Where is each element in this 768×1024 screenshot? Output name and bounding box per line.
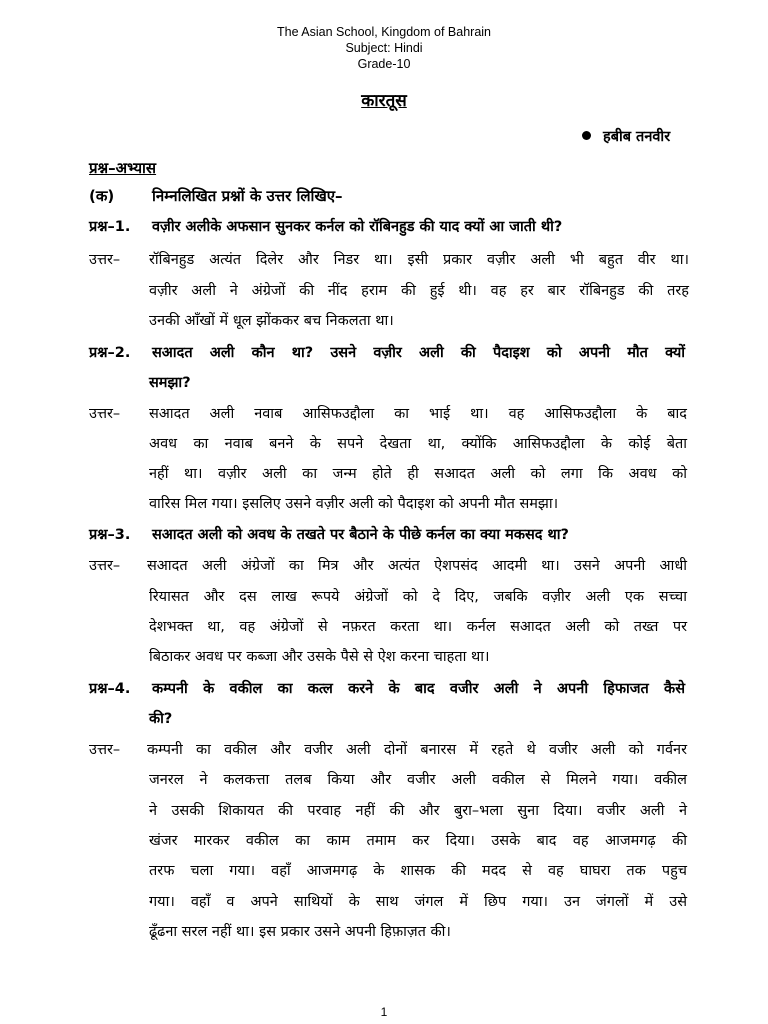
answer-label: उत्तर– (89, 742, 121, 758)
question-label: प्रश्न–2. (89, 345, 131, 361)
answer-line: वारिस मिल गया। इसलिए उसने वज़ीर अली को पैदाइश को अपनी मौत समझा। (149, 496, 559, 512)
question-text: कम्पनी के वकील का कत्ल करने के बाद वजीर अली ने अपनी हिफाजत कैसे (152, 681, 685, 697)
answer-line: कम्पनी का वकील और वजीर अली दोनों बनारस में रहते थे वजीर अली को गर्वनर (147, 742, 687, 758)
chapter-title: कारतूस (361, 91, 407, 111)
answer-line: तरफ चला गया। वहाँ आजमगढ़ के शासक की मदद से वह घाघरा तक पहुच (149, 863, 687, 879)
author-name: हबीब तनवीर (603, 129, 671, 145)
answer-line: देशभक्त था, वह अंग्रेजों से नफ़रत करता था। कर्नल सआदत अली को तख्त पर (149, 619, 687, 635)
answer-label: उत्तर– (89, 558, 121, 574)
answer-line: ढूँढना सरल नहीं था। इस प्रकार उसने अपनी हिफ़ाज़त की। (149, 924, 451, 940)
answer-line: गया। वहाँ व अपने साथियों के साथ जंगल में छिप गया। उन जंगलों में उसे (149, 894, 687, 910)
answer-line: वज़ीर अली ने अंग्रेजों की नींद हराम की हुई थी। वह हर बार रॉबिनहुड की तरह (149, 283, 689, 299)
answer-line: ने उसकी शिकायत की परवाह नहीं की और बुरा–भला सुना दिया। वजीर अली ने (149, 803, 687, 819)
section-heading: प्रश्न–अभ्यास (89, 159, 157, 177)
answer-line: रॉबिनहुड अत्यंत दिलेर और निडर था। इसी प्रकार वज़ीर अली भी बहुत वीर था। (149, 252, 689, 268)
question-text: की? (149, 711, 173, 727)
answer-line: नहीं था। वज़ीर अली का जन्म होते ही सआदत अली को लगा कि अवध को (149, 466, 687, 482)
answer-label: उत्तर– (89, 406, 121, 422)
question-label: प्रश्न–4. (89, 681, 131, 697)
subject-line: Subject: Hindi (345, 41, 423, 55)
question-text: सआदत अली को अवध के तखते पर बैठाने के पीछे कर्नल का क्या मकसद था? (152, 527, 569, 543)
question-label: प्रश्न–1. (89, 219, 131, 235)
answer-line: सआदत अली अंग्रेजों का मित्र और अत्यंत ऐशपसंद आदमी था। उसने अपनी आधी (147, 558, 687, 574)
answer-line: उनकी आँखों में धूल झोंककर बच निकलता था। (149, 313, 394, 329)
instruction-text: निम्नलिखित प्रश्नों के उत्तर लिखिए– (152, 187, 343, 205)
instruction-marker: (क) (89, 187, 115, 205)
answer-line: बिठाकर अवध पर कब्जा और उसके पैसे से ऐश करना चाहता था। (149, 649, 490, 665)
bullet-icon (582, 131, 591, 140)
author-line (582, 126, 670, 146)
page-number: 1 (380, 1005, 388, 1019)
answer-line: जनरल ने कलकत्ता तलब किया और वजीर अली वकील से मिलने गया। वकील (149, 772, 687, 788)
answer-line: अवध का नवाब बनने के सपने देखता था, क्योंकि आसिफउद्दौला के कोई बेता (149, 436, 687, 452)
answer-line: सआदत अली नवाब आसिफउद्दौला का भाई था। वह आसिफउद्दौला के बाद (149, 406, 687, 422)
answer-line: खंजर मारकर वकील का काम तमाम कर दिया। उसके बाद वह आजमगढ़ की (149, 833, 687, 849)
question-text: वज़ीर अलीके अफसान सुनकर कर्नल को रॉबिनहुड की याद क्यों आ जाती थी? (152, 219, 563, 235)
question-text: समझा? (149, 375, 191, 391)
answer-label: उत्तर– (89, 252, 121, 268)
question-text: सआदत अली कौन था? उसने वज़ीर अली की पैदाइश को अपनी मौत क्यों (152, 345, 685, 361)
answer-line: रियासत और दस लाख रूपये अंग्रेजों को दे दिए, जबकि वज़ीर अली एक सच्चा (149, 589, 687, 605)
school-name: The Asian School, Kingdom of Bahrain (276, 25, 492, 39)
grade-line: Grade-10 (357, 57, 411, 71)
question-label: प्रश्न–3. (89, 527, 131, 543)
